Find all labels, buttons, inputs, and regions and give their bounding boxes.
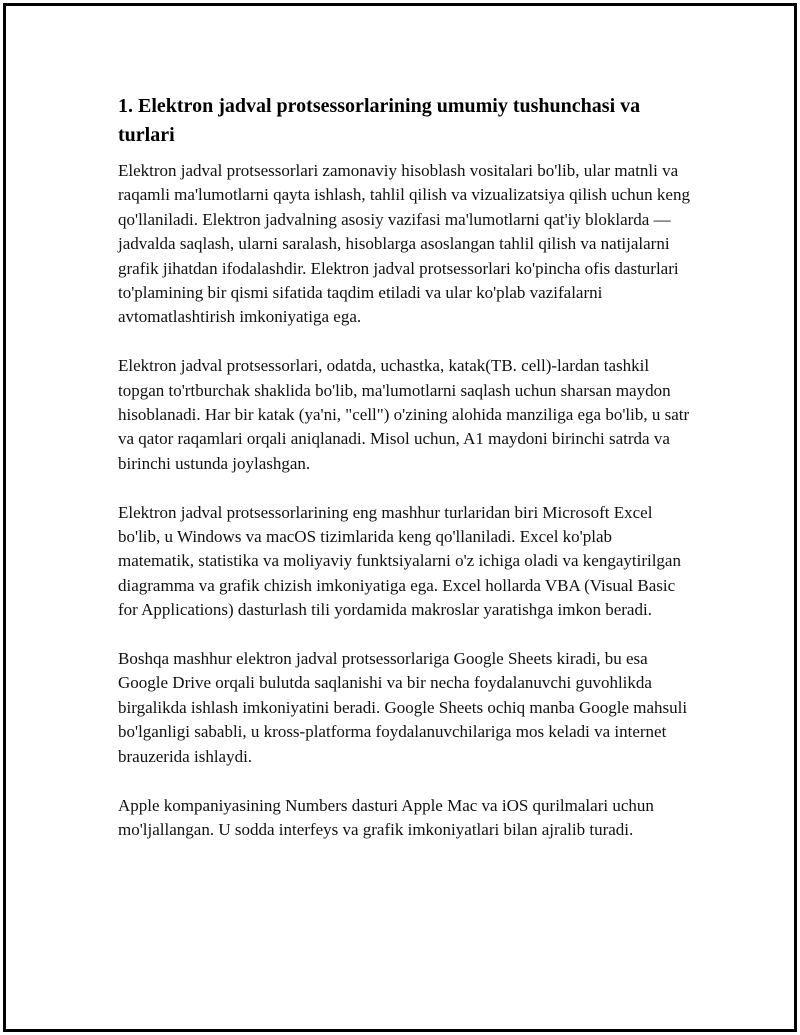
paragraph-3: Elektron jadval protsessorlarining eng mashhur turlaridan biri Microsoft Excel bo'lib, u Windows va macOS tizimlarida keng qo'llaniladi. Excel ko'plab matematik, statistika va moliyaviy funktsiyalarni o'z ichiga oladi va kengaytirilgan diagramma va grafik chizish imkoniyatiga ega. Excel hollarda VBA (Visual Basic for Applications) dasturlash tili yordamida makroslar yaratishga imkon beradi.: [118, 502, 681, 620]
paragraph-1: Elektron jadval protsessorlari zamonaviy hisoblash vositalari bo'lib, ular matnli va raqamli ma'lumotlarni qayta ishlash, tahlil qilish va vizualizatsiya qilish uchun keng qo'llaniladi. Elektron jadvalning asosiy vazifasi ma'lumotlarni qat'iy bloklarda — jadvalda saqlash, ularni saralash, hisoblarga asoslangan tahlil qilish va natijalarni grafik jihatdan ifodalashdir. Elektron jadval protsessorlari ko'pincha ofis dasturlari to'plamining bir qismi sifatida taqdim etiladi va ular ko'plab vazifalarni avtomatlashtirish imkoniyatiga ega.: [118, 161, 690, 327]
document-body: [118, 92, 690, 842]
paragraph-4: Boshqa mashhur elektron jadval protsessorlariga Google Sheets kiradi, bu esa Google Drive orqali bulutda saqlanishi va bir necha foydalanuvchi guvohlikda birgalikda ishlash imkoniyatini beradi. Google Sheets ochiq manba Google mahsuli bo'lganligi sababli, u kross-platforma foydalanuvchilariga mos keladi va internet brauzerida ishlaydi.: [118, 649, 688, 766]
section-heading: 1. Elektron jadval protsessorlarining umumiy tushunchasi va turlari: [118, 95, 641, 146]
paragraph-5: Apple kompaniyasining Numbers dasturi Apple Mac va iOS qurilmalari uchun mo'ljallangan. U sodda interfeys va grafik imkoniyatlari bilan ajralib turadi.: [118, 795, 654, 839]
paragraph-2: Elektron jadval protsessorlari, odatda, uchastka, katak(TB. cell)-lardan tashkil topgan to'rtburchak shaklida bo'lib, ma'lumotlarni saqlash uchun sharsan maydon hisoblanadi. Har bir katak (ya'ni, "cell") o'zining alohida manziliga ega bo'lib, u satr va qator raqamlari orqali aniqlanadi. Misol uchun, A1 maydoni birinchi satrda va birinchi ustunda joylashgan.: [118, 356, 690, 473]
